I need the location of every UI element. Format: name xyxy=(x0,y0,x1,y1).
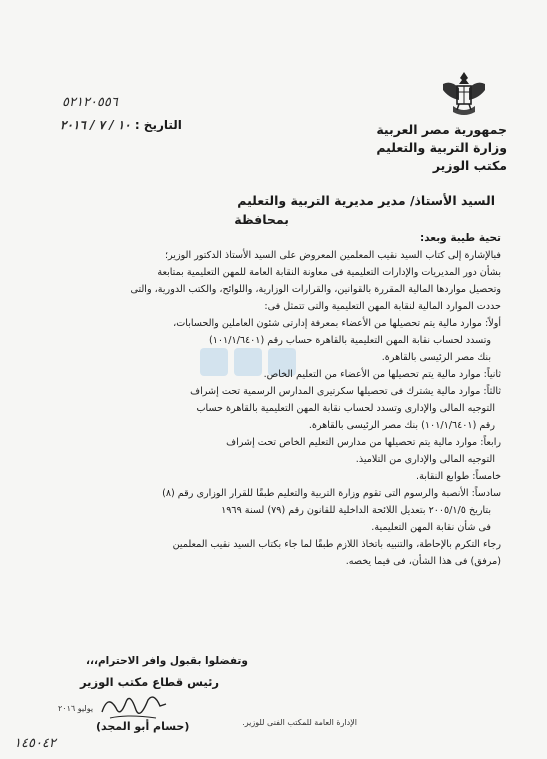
body-line: التوجيه المالى والإدارى وتسدد لحساب نقابة المهن التعليمية بالقاهرة حساب xyxy=(196,403,495,414)
serial-number: ٥٢١٢٠٥٥٦ xyxy=(62,95,118,110)
item-third: ثالثاً: موارد مالية يشترك فى تحصيلها سكرتيرى المدارس الرسمية تحت إشراف xyxy=(190,386,501,397)
recipient-line-2: بمحافظة xyxy=(234,212,289,227)
item-fourth: رابعاً: موارد مالية يتم تحصيلها من مدارس التعليم الخاص تحت إشراف xyxy=(226,437,501,448)
item-fifth: خامساً: طوابع النقابة. xyxy=(416,471,501,482)
handwritten-ref-number: ١٤٥٠٤٢ xyxy=(14,736,56,751)
request-line: (مرفق) فى هذا الشأن، فى فيما يخصه. xyxy=(345,556,501,567)
body-line: فبالإشارة إلى كتاب السيد نقيب المعلمين المعروض على السيد الأستاذ الدكتور الوزير؛ xyxy=(164,250,501,261)
body-line: وتسدد لحساب نقابة المهن التعليمية بالقاهرة حساب رقم (١٠١/١/٦٤٠١) xyxy=(209,335,491,346)
signer-title: رئيس قطاع مكتب الوزير xyxy=(80,675,220,689)
date-value: ١٠ / ٧ / ٢٠١٦ xyxy=(60,118,131,132)
closing-line: وتفضلوا بقبول وافر الاحترام،،، xyxy=(86,655,248,667)
body-line: وتحصيل مواردها المالية المقررة بالقوانين، والقرارات الوزارية، واللوائح، والكتب الدورية، والتى xyxy=(130,284,501,295)
body-line: بنك مصر الرئيسى بالقاهرة. xyxy=(381,352,491,363)
date-row xyxy=(60,118,182,132)
signer-name: (حسام أبو المجد) xyxy=(96,720,190,733)
request-line: رجاء التكرم بالإحاطة، والتنبيه باتخاذ اللازم طبقًا لما جاء بكتاب السيد نقيب المعلمين xyxy=(172,539,501,550)
footer-dept: الإدارة العامة للمكتب الفنى للوزير. xyxy=(242,718,357,727)
body-line: حددت الموارد المالية لنقابة المهن التعليمية والتى تتمثل فى: xyxy=(264,301,501,312)
body-line: فى شأن نقابة المهن التعليمية. xyxy=(371,522,491,533)
body-line: رقم (١٠١/١/٦٤٠١) بنك مصر الرئيسى بالقاهرة. xyxy=(308,420,495,431)
body-line: التوجيه المالى والإدارى من التلاميذ. xyxy=(355,454,495,465)
recipient-line-1: السيد الأستاذ/ مدير مديرية التربية والتعليم xyxy=(237,193,495,208)
body-line: بتاريخ ٢٠٠٥/١/٥ بتعديل اللائحة الداخلية للقانون رقم (٧٩) لسنة ١٩٦٩ xyxy=(221,505,491,516)
header-country: جمهورية مصر العربية xyxy=(376,122,507,137)
item-first: أولاً: موارد مالية يتم تحصيلها من الأعضاء بمعرفة إدارتى شئون العاملين والحسابات، xyxy=(173,318,501,329)
header-office: مكتب الوزير xyxy=(432,158,507,173)
item-second: ثانياً: موارد مالية يتم تحصيلها من الأعضاء من التعليم الخاص. xyxy=(263,369,501,380)
greeting: تحية طيبة وبعد: xyxy=(420,232,501,244)
handwritten-signature xyxy=(98,690,170,724)
eagle-emblem-icon xyxy=(439,70,489,122)
item-sixth: سادساً: الأنصبة والرسوم التى تقوم وزارة التربية والتعليم طبقًا للقرار الوزارى رقم (٨) xyxy=(162,488,501,499)
letter-body xyxy=(46,230,501,570)
header-ministry: وزارة التربية والتعليم xyxy=(376,140,507,155)
footer-month: يوليو ٢٠١٦ xyxy=(58,704,94,713)
date-label: التاريخ : xyxy=(134,118,182,132)
body-line: بشأن دور المديريات والإدارات التعليمية فى معاونة النقابة العامة للمهن التعليمية بمتابعة xyxy=(157,267,501,278)
